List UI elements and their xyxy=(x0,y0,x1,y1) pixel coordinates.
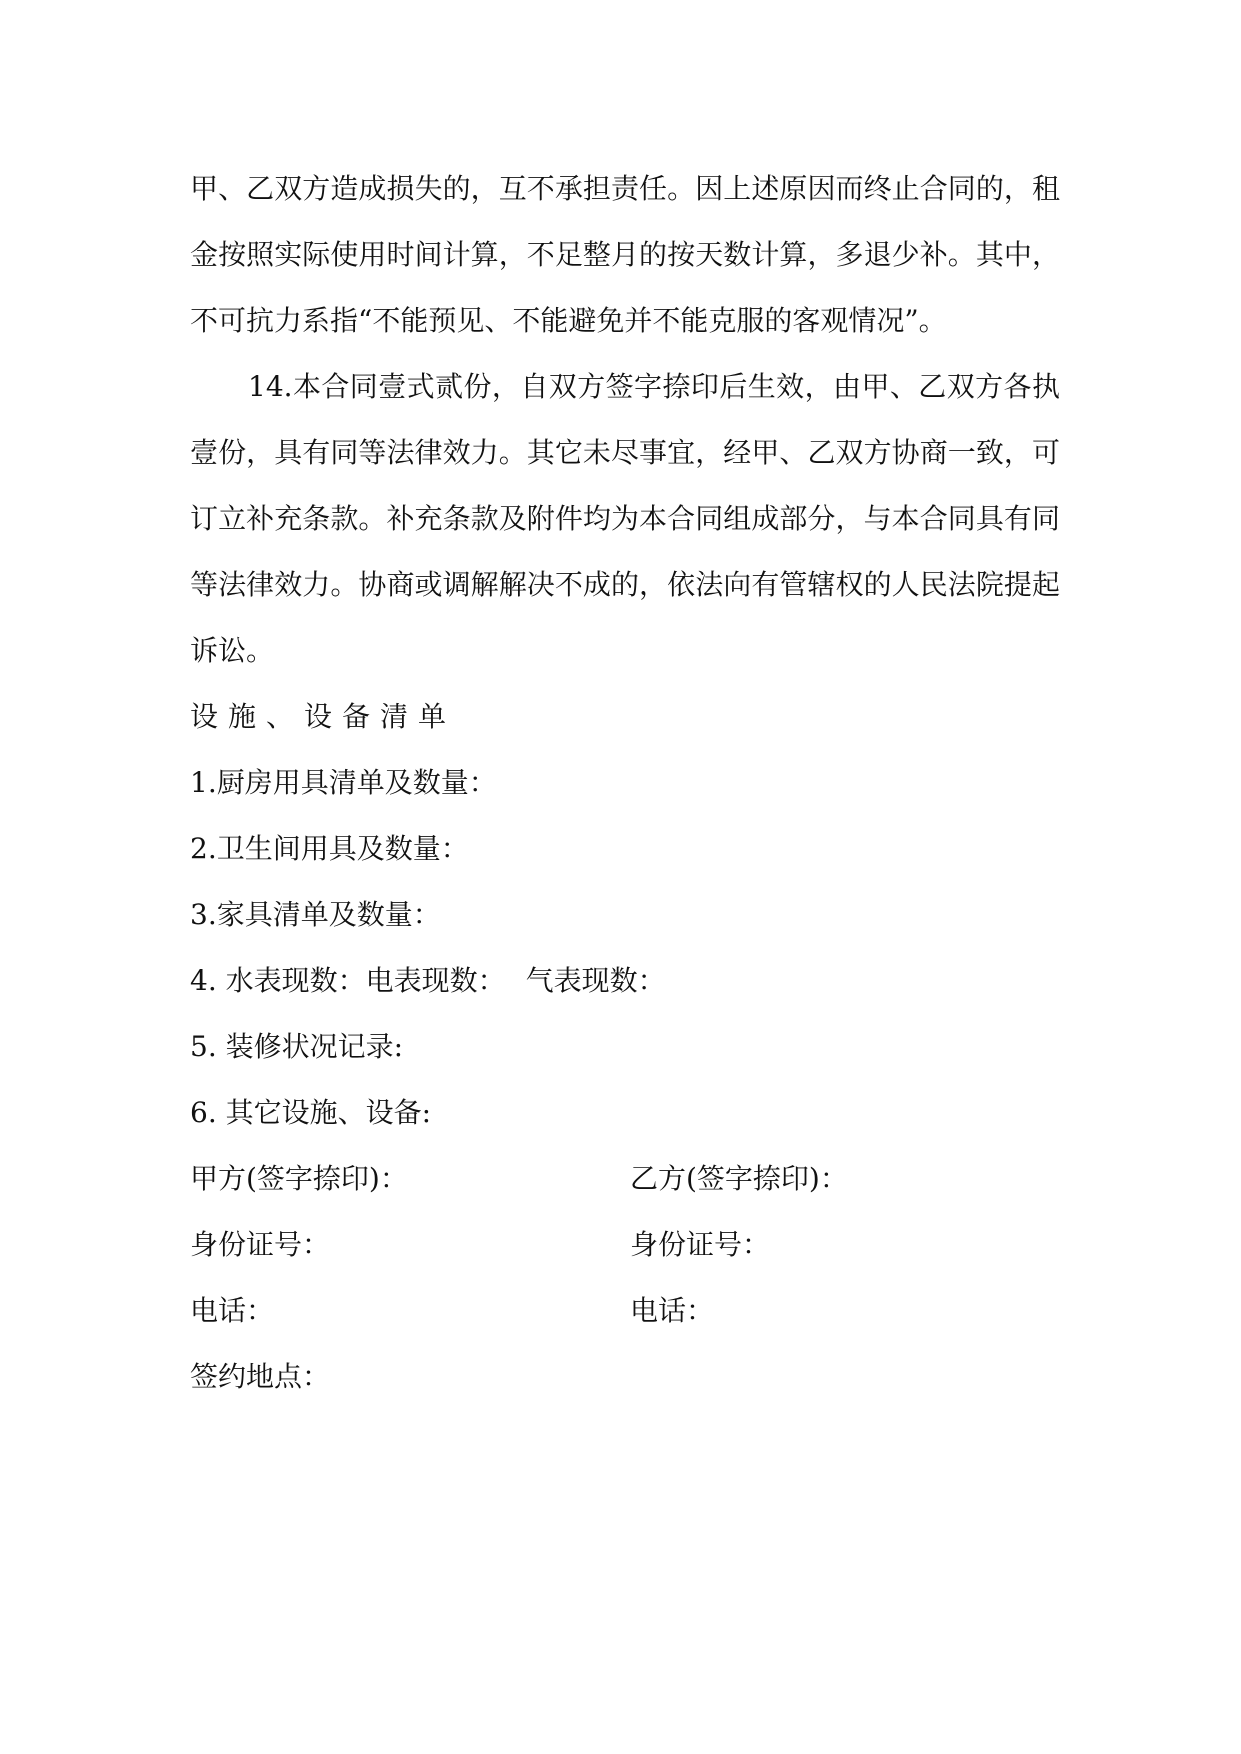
list-item-furniture: 3.家具清单及数量： xyxy=(190,898,441,931)
list-item-other: 6. 其它设施、设备: xyxy=(190,1096,432,1129)
list-item-kitchen: 1.厨房用具清单及数量： xyxy=(190,766,497,799)
list-item-meters xyxy=(190,948,1060,1014)
party-a-signature-label: 甲方(签字捺印)： xyxy=(190,1162,408,1195)
party-b-id-label: 身份证号： xyxy=(630,1228,771,1261)
id-number-row xyxy=(190,1212,1060,1278)
meter-gas-label: 气表现数： xyxy=(525,964,666,997)
clause-14-text: 14.本合同壹式贰份，自双方签字捺印后生效，由甲、乙双方各执壹份，具有同等法律效力。其它未尽事宜，经甲、乙双方协商一致，可订立补充条款。补充条款及附件均为本合同组成部分，与本合同具有同等法律效力。协商或调解解决不成的，依法向有管辖权的人民法院提起诉讼。 xyxy=(190,370,1060,667)
meter-water-electric-label: 4. 水表现数：电表现数： xyxy=(190,964,506,997)
party-a-phone-label: 电话： xyxy=(190,1294,275,1327)
party-a-id-label: 身份证号： xyxy=(190,1228,331,1261)
facilities-list-heading: 设施、设备清单 xyxy=(190,700,457,733)
clause-force-majeure-text: 甲、乙双方造成损失的，互不承担责任。因上述原因而终止合同的，租金按照实际使用时间计算，不足整月的按天数计算，多退少补。其中，不可抗力系指“不能预见、不能避免并不能克服的客观情况”。 xyxy=(190,172,1060,337)
list-item-bathroom: 2.卫生间用具及数量： xyxy=(190,832,469,865)
signing-location-label: 签约地点： xyxy=(190,1360,331,1393)
list-item-decoration: 5. 装修状况记录: xyxy=(190,1030,404,1063)
document-body xyxy=(190,156,1060,1410)
signature-row xyxy=(190,1146,1060,1212)
phone-row xyxy=(190,1278,1060,1344)
party-b-signature-label: 乙方(签字捺印)： xyxy=(630,1162,848,1195)
party-b-phone-label: 电话： xyxy=(630,1294,715,1327)
